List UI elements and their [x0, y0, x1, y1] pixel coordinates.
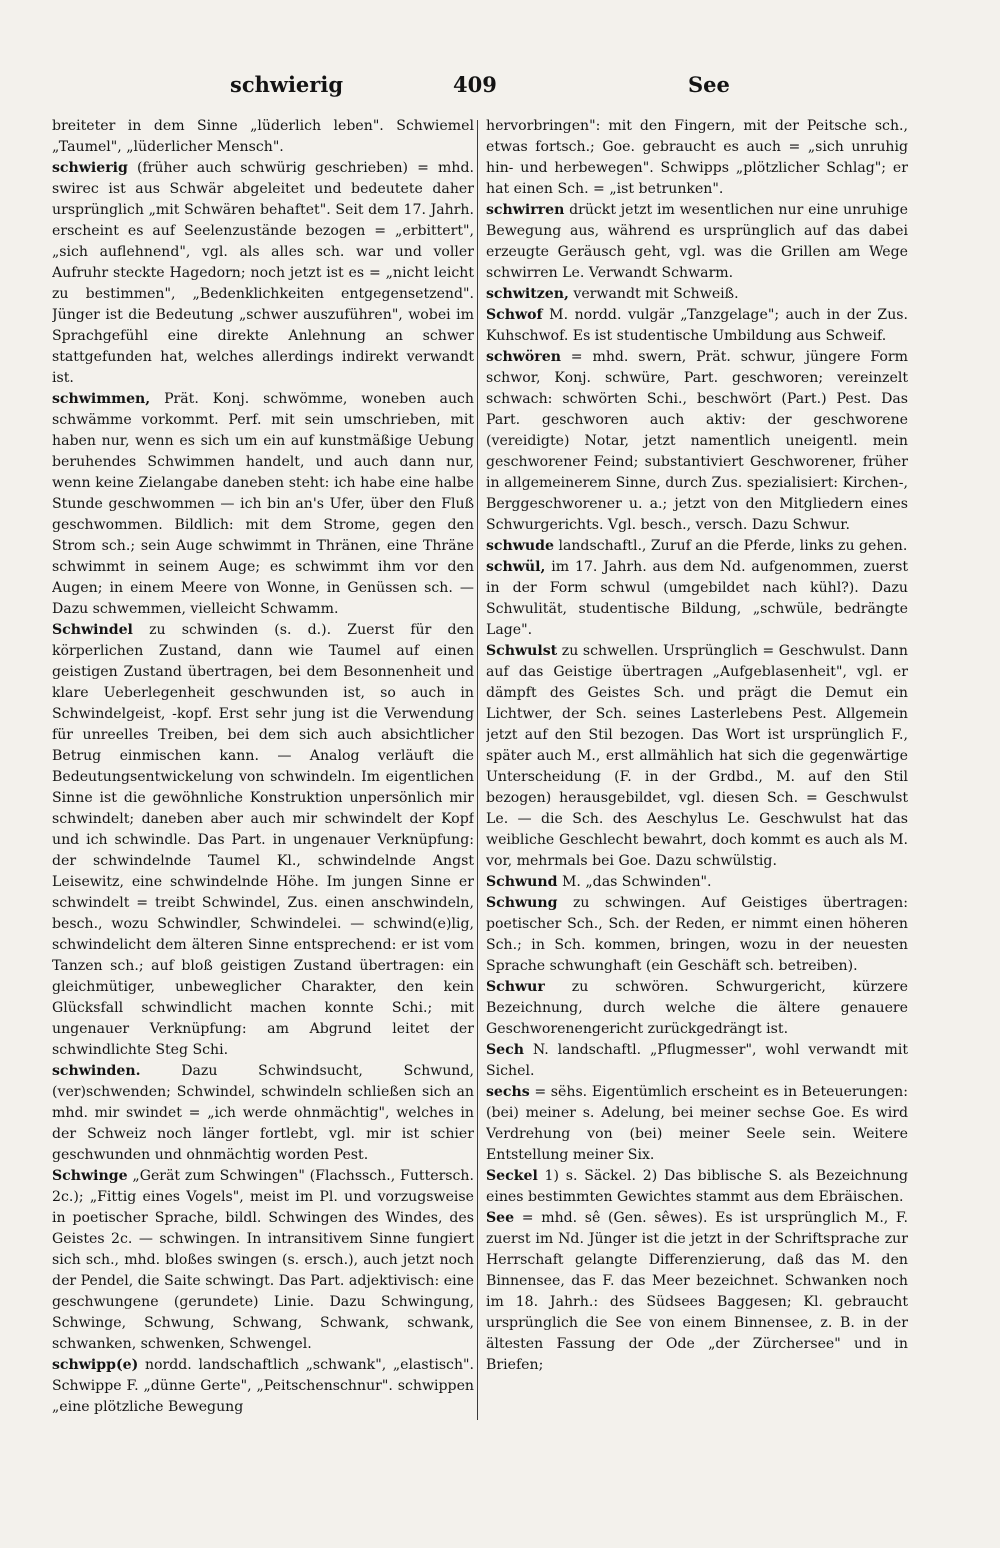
entry-text: = mhd. sê (Gen. sêwes). Es ist ursprünglich M., F. zuerst im Nd. Jünger ist die jetzt in der Schriftsprache zur Herrschaft gelangte Differenzierung, daß das M. den Binnensee, das F. das Meer bezeichnet. Schwanken noch im 18. Jahrh.: des Südsees Baggesen; Kl. gebraucht ursprünglich die See von einem Binnensee, z. B. in der ältesten Fassung der Ode „der Zürchersee" und in Briefen; [486, 1210, 908, 1373]
entry-headword: schwipp(e) [52, 1357, 139, 1373]
dictionary-entry [486, 1040, 908, 1082]
page-number: 409 [453, 72, 497, 97]
dictionary-entry [52, 158, 474, 389]
entry-headword: sechs [486, 1084, 530, 1100]
entry-headword: Schwulst [486, 643, 558, 659]
dictionary-entry [486, 284, 908, 305]
entry-headword: schwirren [486, 202, 565, 218]
dictionary-entry [486, 536, 908, 557]
entry-headword: Schwinge [52, 1168, 128, 1184]
dictionary-entry [486, 1082, 908, 1166]
entry-text: N. landschaftl. „Pflugmesser", wohl verwandt mit Sichel. [486, 1042, 908, 1079]
dictionary-entry [52, 1061, 474, 1166]
header-right-catchword: See [688, 72, 730, 97]
header-left-catchword: schwierig [230, 72, 344, 97]
dictionary-entry [52, 1166, 474, 1355]
entry-text: verwandt mit Schweiß. [568, 286, 739, 302]
dictionary-entry [486, 1208, 908, 1376]
dictionary-entry [486, 347, 908, 536]
entry-text: „Gerät zum Schwingen" (Flachssch., Futtersch. 2c.); „Fittig eines Vogels", meist im Pl. und vorzugsweise in poetischer Sprache, bildl. Schwingen des Windes, des Geistes 2c. — schwingen. In intransitivem Sinne fungiert sich sch., mhd. bloßes swingen (s. ersch.), auch jetzt noch der Pendel, die Saite schwingt. Das Part. adjektivisch: eine geschwungene (gerundete) Linie. Dazu Schwingung, Schwinge, Schwung, Schwang, Schwank, schwank, schwanken, schwenken, Schwengel. [52, 1168, 474, 1352]
entry-text: = sëhs. Eigentümlich erscheint es in Beteuerungen: (bei) meiner s. Adelung, bei meiner sechse Goe. Es wird Verdrehung von (bei) meiner Seele sein. Weitere Entstellung meiner Six. [486, 1084, 908, 1163]
entry-text: zu schwellen. Ursprünglich = Geschwulst. Dann auf das Geistige übertragen „Aufgeblasenheit", vgl. er dämpft des Geistes Sch. und prägt die Demut ein Lichtwer, der Sch. seines Lasterlebens Pest. Allgemein jetzt auf den Stil bezogen. Das Wort ist ursprünglich F., später auch M., erst allmählich hat sich die gegenwärtige Unterscheidung (F. in der Grdbd., M. auf den Stil bezogen) herausgebildet, vgl. diesen Sch. = Geschwulst Le. — die Sch. des Aeschylus Le. Geschwulst hat das weibliche Geschlecht bewahrt, doch kommt es auch als M. vor, mehrmals bei Goe. Dazu schwülstig. [486, 643, 908, 869]
entry-headword: schwitzen, [486, 286, 569, 302]
dictionary-entry [486, 116, 908, 200]
dictionary-entry [486, 641, 908, 872]
dictionary-entry [486, 872, 908, 893]
entry-text: M. nordd. vulgär „Tanzgelage"; auch in der Zus. Kuhschwof. Es ist studentische Umbildung aus Schweif. [486, 307, 908, 344]
entry-text: (früher auch schwürig geschrieben) = mhd. swirec ist aus Schwär abgeleitet und bedeutete daher ursprünglich „mit Schwären behaftet". Seit dem 17. Jahrh. erscheint es auf Seelenzustände bezogen = „erbittert", „sich auflehnend", vgl. als alles sch. war und voller Aufruhr steckte Hagedorn; noch jetzt ist es = „nicht leicht zu bestimmen", „Bedenklichkeiten entgegensetzend". Jünger ist die Bedeutung „schwer auszuführen", wobei im Sprachgefühl eine direkte Anlehnung an schwer stattgefunden hat, welches allerdings indirekt verwandt ist. [52, 160, 474, 386]
entry-headword: Schwur [486, 979, 545, 995]
right-column [486, 116, 908, 1426]
entry-headword: Seckel [486, 1168, 538, 1184]
dictionary-entry [486, 200, 908, 284]
entry-text: M. „das Schwinden". [557, 874, 712, 890]
column-divider [477, 120, 478, 1420]
entry-text: Dazu Schwindsucht, Schwund, (ver)schwenden; Schwindel, schwindeln schließen sich an mhd. mir swindet = „ich werde ohnmächtig", welches in der Schweiz noch länger fortlebt, vgl. mir ist schier geschwunden und ohnmächtig worden Pest. [52, 1063, 474, 1163]
entry-text: = mhd. swern, Prät. schwur, jüngere Form schwor, Konj. schwüre, Part. geschworen; vereinzelt schwach: schwörten Schi., beschwört (Part.) Pest. Das Part. geschworen auch aktiv: der geschworene (vereidigte) Notar, jetzt namentlich uneigentl. mein geschworener Feind; substantiviert Geschworener, früher in allgemeinerem Sinne, durch Zus. spezialisiert: Kirchen-, Berggeschworener u. a.; jetzt von den Mitgliedern eines Schwurgerichts. Vgl. besch., versch. Dazu Schwur. [486, 349, 908, 533]
dictionary-entry [52, 389, 474, 620]
entry-headword: schwierig [52, 160, 128, 176]
dictionary-entry [486, 1166, 908, 1208]
entry-text: 1) s. Säckel. 2) Das biblische S. als Bezeichnung eines bestimmten Gewichtes stammt aus dem Ebräischen. [486, 1168, 908, 1205]
entry-text: Prät. Konj. schwömme, woneben auch schwämme vorkommt. Perf. mit sein umschrieben, mit haben nur, wenn es sich um ein auf kunstmäßige Uebung beruhendes Schwimmen handelt, und auch dann nur, wenn keine Zielangabe daneben steht: ich habe eine halbe Stunde geschwommen — ich bin an's Ufer, über den Fluß geschwommen. Bildlich: mit dem Strome, gegen den Strom sch.; sein Auge schwimmt in Thränen, eine Thräne schwimmt in seinem Auge; es schwimmt ihm vor den Augen; in einem Meere von Wonne, in Genüssen sch. — Dazu schwemmen, vielleicht Schwamm. [52, 391, 474, 617]
page-header [50, 62, 950, 102]
entry-headword: Schwund [486, 874, 558, 890]
entry-headword: schwören [486, 349, 561, 365]
dictionary-entry [486, 305, 908, 347]
entry-headword: See [486, 1210, 515, 1226]
entry-headword: schwude [486, 538, 554, 554]
entry-headword: Sech [486, 1042, 524, 1058]
entry-text: zu schwören. Schwurgericht, kürzere Bezeichnung, durch welche die ältere genauere Geschworenengericht zurückgedrängt ist. [486, 979, 908, 1037]
entry-headword: Schwof [486, 307, 543, 323]
dictionary-entry [52, 620, 474, 1061]
entry-text: im 17. Jahrh. aus dem Nd. aufgenommen, zuerst in der Form schwul (umgebildet nach kühl?). Dazu Schwulität, studentische Bildung, „schwüle, bedrängte Lage". [486, 559, 908, 638]
dictionary-entry [52, 116, 474, 158]
left-column [52, 116, 474, 1426]
entry-text: zu schwinden (s. d.). Zuerst für den körperlichen Zustand, dann wie Taumel auf einen geistigen Zustand übertragen, bei dem Besonnenheit und klare Ueberlegenheit geschwunden ist, so auch in Schwindelgeist, -kopf. Erst sehr jung ist die Verwendung für unreelles Treiben, bei dem sich auch absichtlicher Betrug einmischen kann. — Analog verläuft die Bedeutungsentwickelung von schwindeln. Im eigentlichen Sinne ist die gewöhnliche Konstruktion unpersönlich mir schwindelt; daneben aber auch mir schwindelt der Kopf und ich schwindle. Das Part. in ungenauer Verknüpfung: der schwindelnde Taumel Kl., schwindelnde Angst Leisewitz, eine schwindelnde Höhe. Im jungen Sinne er schwindelt = treibt Schwindel, Zus. einen anschwindeln, besch., wozu Schwindler, Schwindelei. — schwind(e)lig, schwindelicht dem älteren Sinne entsprechend: er ist vom Tanzen sch.; auf bloß geistigen Zustand übertragen: ein gleichmütiger, unbeweglicher Charakter, den kein Glücksfall schwindlicht machen konnte Schi.; mit ungenauer Verknüpfung: am Abgrund leitet der schwindlichte Steg Schi. [52, 622, 474, 1058]
entry-text: zu schwingen. Auf Geistiges übertragen: poetischer Sch., Sch. der Reden, er nimmt einen höheren Sch.; in Sch. kommen, bringen, wozu in der neuesten Sprache schwunghaft (ein Geschäft sch. betreiben). [486, 895, 908, 974]
entry-headword: schwinden. [52, 1063, 141, 1079]
entry-text: landschaftl., Zuruf an die Pferde, links zu gehen. [553, 538, 908, 554]
entry-headword: schwül, [486, 559, 546, 575]
entry-text: nordd. landschaftlich „schwank", „elastisch". Schwippe F. „dünne Gerte", „Peitschenschnur". schwippen „eine plötzliche Bewegung [52, 1357, 474, 1415]
entry-headword: Schwindel [52, 622, 133, 638]
entry-text: breiteter in dem Sinne „lüderlich leben". Schwiemel „Taumel", „lüderlicher Mensch". [52, 118, 474, 155]
dictionary-entry [52, 1355, 474, 1418]
dictionary-entry [486, 977, 908, 1040]
dictionary-entry [486, 557, 908, 641]
entry-text: drückt jetzt im wesentlichen nur eine unruhige Bewegung aus, während es ursprünglich auf das dabei erzeugte Geräusch geht, vgl. was die Grillen am Wege schwirren Le. Verwandt Schwarm. [486, 202, 908, 281]
entry-text: hervorbringen": mit den Fingern, mit der Peitsche sch., etwas fortsch.; Goe. gebraucht es auch = „sich unruhig hin- und herbewegen". Schwipps „plötzlicher Schlag"; er hat einen Sch. = „ist betrunken". [486, 118, 908, 197]
entry-headword: schwimmen, [52, 391, 151, 407]
dictionary-entry [486, 893, 908, 977]
entry-headword: Schwung [486, 895, 558, 911]
